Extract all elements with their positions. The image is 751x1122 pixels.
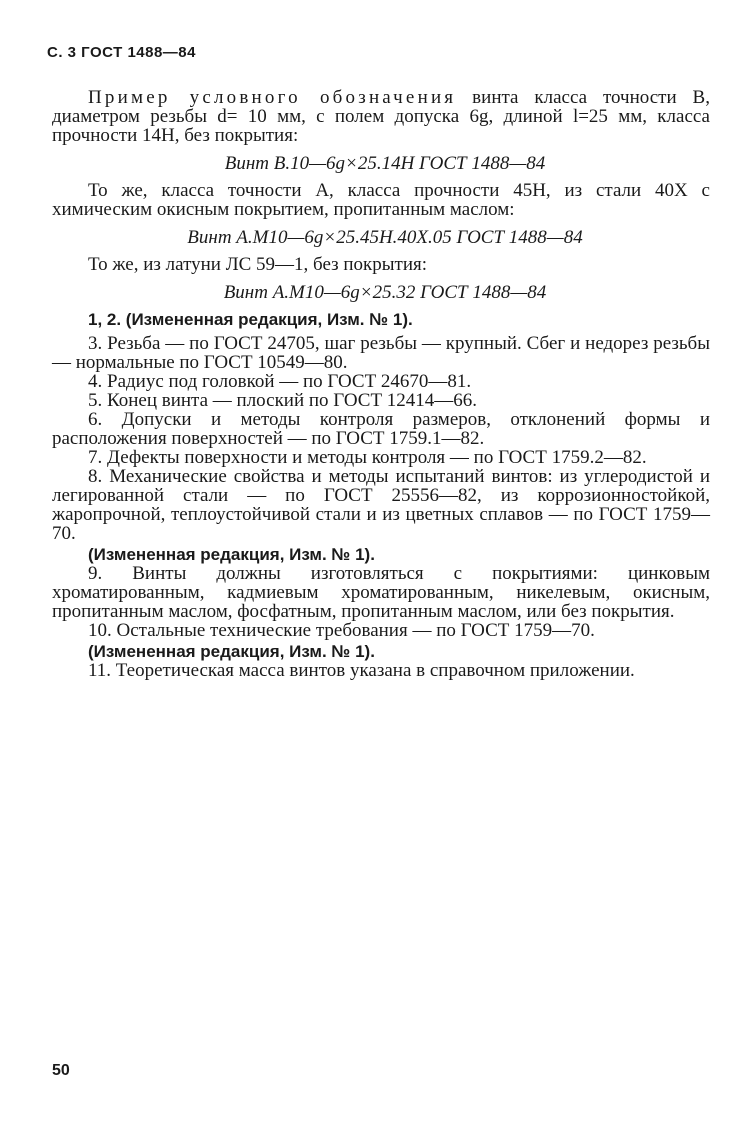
document-body: [52, 88, 710, 680]
amendment-note-1-text: 1, 2. (Измененная редакция, Изм. № 1).: [88, 310, 413, 329]
amendment-note-3-text: (Измененная редакция, Изм. № 1).: [88, 642, 375, 661]
item-11: 11. Теоретическая масса винтов указана в справочном приложении.: [88, 660, 635, 681]
item-3: 3. Резьба — по ГОСТ 24705, шаг резьбы — крупный. Сбег и недорез резьбы — нормальные по ГОСТ 10549—80.: [52, 333, 710, 373]
designation-formula-2: Винт A.M10—6g×25.45H.40X.05 ГОСТ 1488—84: [187, 227, 583, 248]
amendment-note-3: [52, 642, 710, 661]
designation-formula-1: Винт B.10—6g×25.14H ГОСТ 1488—84: [224, 153, 546, 174]
amendment-note-1: [52, 310, 710, 329]
item-6: 6. Допуски и методы контроля размеров, отклонений формы и расположения поверхностей — по ГОСТ 1759.1—82.: [52, 409, 710, 449]
item-8: 8. Механические свойства и методы испытаний винтов: из углеродистой и легированной стали — по ГОСТ 25556—82, из коррозионностойкой, жаропрочной, теплоустойчивой стали и из цветных сплавов — по ГОСТ 1759—70.: [52, 466, 710, 544]
item-5: 5. Конец винта — плоский по ГОСТ 12414—66.: [88, 390, 478, 411]
amendment-note-2: [52, 545, 710, 564]
designation-example-2: То же, класса точности A, класса прочности 45H, из стали 40X с химическим окисным покрытием, пропитанным маслом:: [52, 180, 710, 220]
item-7: 7. Дефекты поверхности и методы контроля — по ГОСТ 1759.2—82.: [88, 447, 647, 468]
amendment-note-2-text: (Измененная редакция, Изм. № 1).: [88, 545, 375, 564]
page-header: С. 3 ГОСТ 1488—84: [47, 44, 196, 61]
page-number: 50: [52, 1062, 70, 1079]
designation-example-lead: Пример условного обозначения: [88, 87, 457, 108]
designation-formula-3: Винт A.M10—6g×25.32 ГОСТ 1488—84: [223, 282, 547, 303]
designation-example-3: То же, из латуни ЛС 59—1, без покрытия:: [88, 254, 428, 275]
item-4: 4. Радиус под головкой — по ГОСТ 24670—81.: [88, 371, 472, 392]
designation-example-paragraph: [52, 88, 710, 145]
item-9: 9. Винты должны изготовляться с покрытиями: цинковым хроматированным, кадмиевым хроматированным, никелевым, окисным, пропитанным маслом, фосфатным, пропитанным маслом, или без покрытия.: [52, 563, 710, 622]
item-10: 10. Остальные технические требования — по ГОСТ 1759—70.: [88, 620, 595, 641]
designation-example-text: винта класса точности B, диаметром резьбы d= 10 мм, с полем допуска 6g, длиной l=25 мм, класса прочности 14H, без покрытия:: [52, 87, 710, 146]
